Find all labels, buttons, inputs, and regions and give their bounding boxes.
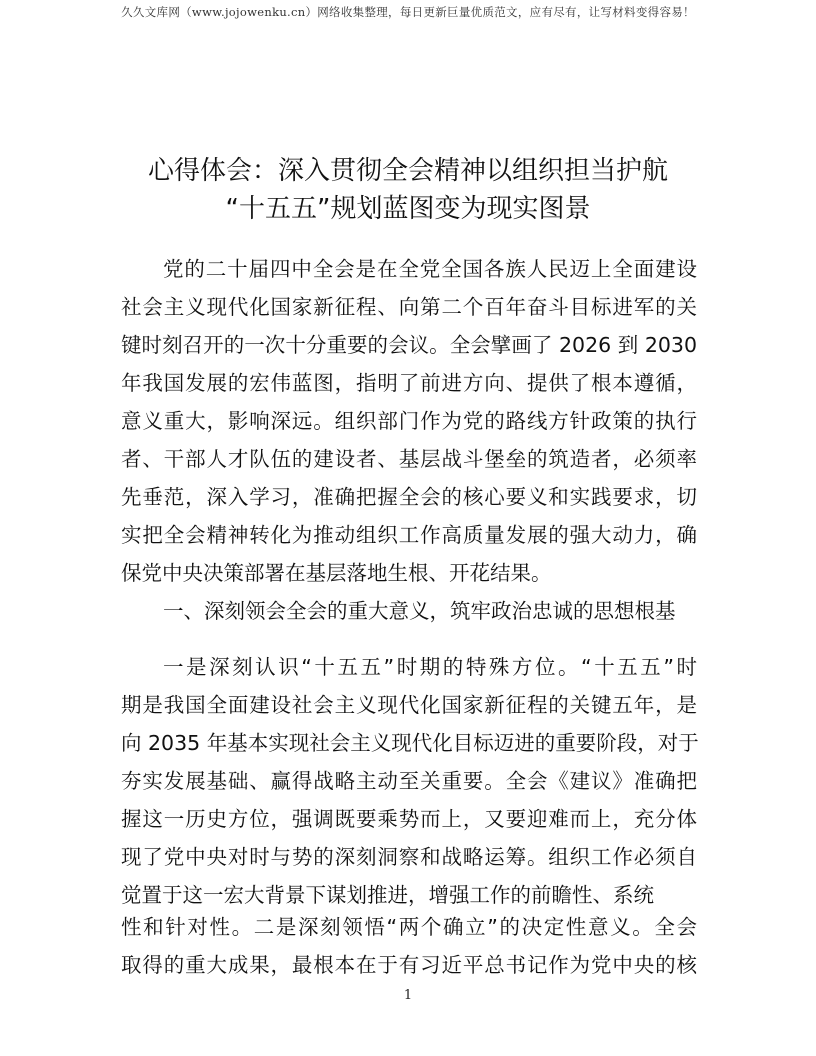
paragraph-2-line: 向 2035 年基本实现社会主义现代化目标迈进的重要阶段，对于 — [121, 731, 699, 755]
paragraph-3-line: 取得的重大成果，最根本在于有习近平总书记作为党中央的核 — [121, 953, 697, 977]
paragraph-3-line: 性和针对性。二是深刻领悟“两个确立”的决定性意义。全会 — [121, 915, 697, 939]
paragraph-1-line: 社会主义现代化国家新征程、向第二个百年奋斗目标进军的关 — [121, 295, 697, 319]
section-heading-1: 一、深刻领会全会的重大意义，筑牢政治忠诚的思想根基 — [163, 599, 676, 623]
paragraph-1-line: 者、干部人才队伍的建设者、基层战斗堡垒的筑造者，必须率 — [121, 447, 697, 471]
document-title-line-1: 心得体会：深入贯彻全会精神以组织担当护航 — [147, 156, 668, 186]
paragraph-1-line: 保党中央决策部署在基层落地生根、开花结果。 — [121, 561, 552, 585]
page-number: 1 — [403, 988, 413, 1003]
paragraph-1-line: 意义重大，影响深远。组织部门作为党的路线方针政策的执行 — [121, 409, 697, 433]
paragraph-1-line: 先垂范，深入学习，准确把握全会的核心要义和实践要求，切 — [121, 485, 697, 509]
paragraph-1-line: 年我国发展的宏伟蓝图，指明了前进方向、提供了根本遵循， — [121, 371, 697, 395]
paragraph-2-line: 觉置于这一宏大背景下谋划推进，增强工作的前瞻性、系统 — [121, 883, 654, 907]
paragraph-2-line: 握这一历史方位，强调既要乘势而上，又要迎难而上，充分体 — [121, 807, 697, 831]
paragraph-2-line: 一是深刻认识“十五五”时期的特殊方位。“十五五”时 — [163, 655, 697, 679]
paragraph-2-line: 期是我国全面建设社会主义现代化国家新征程的关键五年，是 — [121, 693, 697, 717]
site-watermark-header: 久久文库网（www.jojowenku.cn）网络收集整理，每日更新巨量优质范文，应有尽有，让写材料变得容易！ — [121, 5, 695, 19]
paragraph-1-line: 实把全会精神转化为推动组织工作高质量发展的强大动力，确 — [121, 523, 697, 547]
paragraph-2-line: 现了党中央对时与势的深刻洞察和战略运筹。组织工作必须自 — [121, 845, 697, 869]
paragraph-1-line: 键时刻召开的一次十分重要的会议。全会擘画了 2026 到 2030 — [121, 333, 697, 357]
document-title-line-2: “十五五”规划蓝图变为现实图景 — [225, 194, 591, 224]
paragraph-2-line: 夯实发展基础、赢得战略主动至关重要。全会《建议》准确把 — [121, 769, 697, 793]
paragraph-1-line: 党的二十届四中全会是在全党全国各族人民迈上全面建设 — [163, 257, 697, 281]
